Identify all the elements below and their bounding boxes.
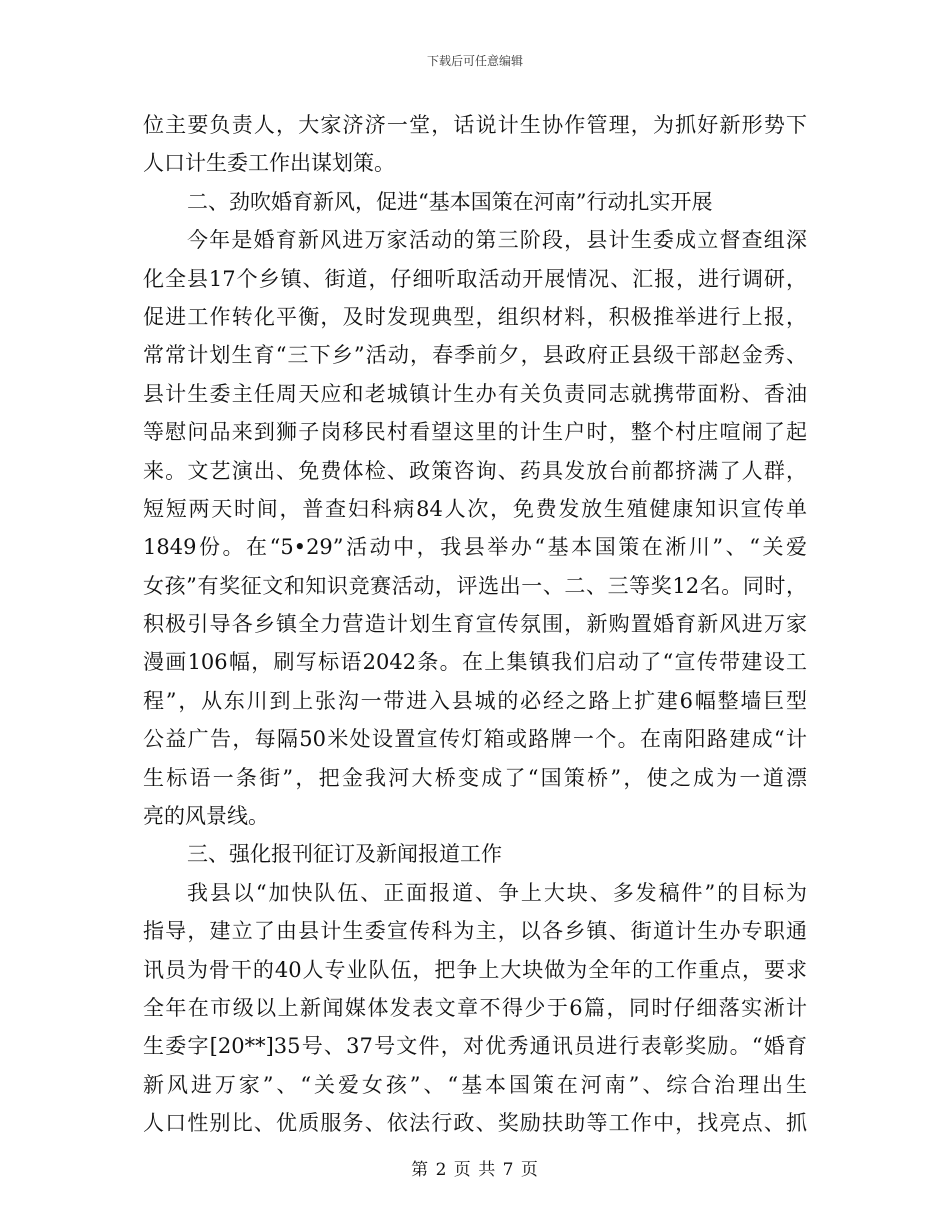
text-line: 漫画106幅，刷写标语2042条。在上集镇我们启动了“宣传带建设工 bbox=[143, 650, 807, 675]
text-line: 来。文艺演出、免费体检、政策咨询、药具发放台前都挤满了人群， bbox=[143, 458, 807, 483]
text-line: 化全县17个乡镇、街道，仔细听取活动开展情况、汇报，进行调研， bbox=[143, 266, 807, 291]
text-line: 程”，从东川到上张沟一带进入县城的必经之路上扩建6幅整墙巨型 bbox=[143, 688, 807, 713]
body-text bbox=[143, 106, 807, 1143]
text-line: 1849份。在“5•29”活动中，我县举办“基本国策在淅川”、“关爱 bbox=[143, 535, 807, 560]
text-line: 积极引导各乡镇全力营造计划生育宣传氛围，新购置婚育新风进万家 bbox=[143, 612, 807, 637]
text-line: 指导，建立了由县计生委宣传科为主，以各乡镇、街道计生办专职通 bbox=[143, 919, 807, 944]
text-line: 全年在市级以上新闻媒体发表文章不得少于6篇，同时仔细落实淅计 bbox=[143, 995, 807, 1020]
text-line: 县计生委主任周天应和老城镇计生办有关负责同志就携带面粉、香油 bbox=[143, 381, 807, 406]
text-line: 生委字[20**]35号、37号文件，对优秀通讯员进行表彰奖励。“婚育 bbox=[143, 1034, 807, 1059]
text-line: 位主要负责人，大家济济一堂，话说计生协作管理，为抓好新形势下 bbox=[143, 113, 807, 137]
text-line: 促进工作转化平衡，及时发现典型，组织材料，积极推举进行上报， bbox=[143, 304, 807, 329]
text-line: 常常计划生育“三下乡”活动，春季前夕，县政府正县级干部赵金秀、 bbox=[143, 343, 807, 368]
text-line: 新风进万家”、“关爱女孩”、“基本国策在河南”、综合治理出生 bbox=[143, 1072, 807, 1097]
text-line: 生标语一条街”，把金我河大桥变成了“国策桥”，使之成为一道漂 bbox=[143, 765, 807, 790]
text-line: 短短两天时间，普查妇科病84人次，免费发放生殖健康知识宣传单 bbox=[143, 496, 807, 521]
section-heading: 二、劲吹婚育新风，促进“基本国策在河南”行动扎实开展 bbox=[187, 189, 713, 214]
text-line: 人口性别比、优质服务、依法行政、奖励扶助等工作中，找亮点、抓 bbox=[143, 1111, 807, 1136]
page-header: 下载后可任意编辑 bbox=[426, 54, 523, 68]
text-line: 等慰问品来到狮子岗移民村看望这里的计生户时，整个村庄喧闹了起 bbox=[143, 420, 807, 445]
text-line: 讯员为骨干的40人专业队伍，把争上大块做为全年的工作重点，要求 bbox=[143, 957, 807, 982]
section-heading: 三、强化报刊征订及新闻报道工作 bbox=[187, 842, 502, 867]
page-number: 第 2 页 共 7 页 bbox=[411, 1160, 539, 1180]
text-line: 人口计生委工作出谋划策。 bbox=[143, 151, 395, 176]
text-line: 今年是婚育新风进万家活动的第三阶段，县计生委成立督查组深 bbox=[187, 228, 807, 253]
text-line: 女孩”有奖征文和知识竞赛活动，评选出一、二、三等奖12名。同时， bbox=[143, 573, 807, 598]
text-line: 我县以“加快队伍、正面报道、争上大块、多发稿件”的目标为 bbox=[187, 880, 807, 905]
text-line: 公益广告，每隔50米处设置宣传灯箱或路牌一个。在南阳路建成“计 bbox=[143, 727, 807, 752]
text-line: 亮的风景线。 bbox=[143, 804, 269, 829]
